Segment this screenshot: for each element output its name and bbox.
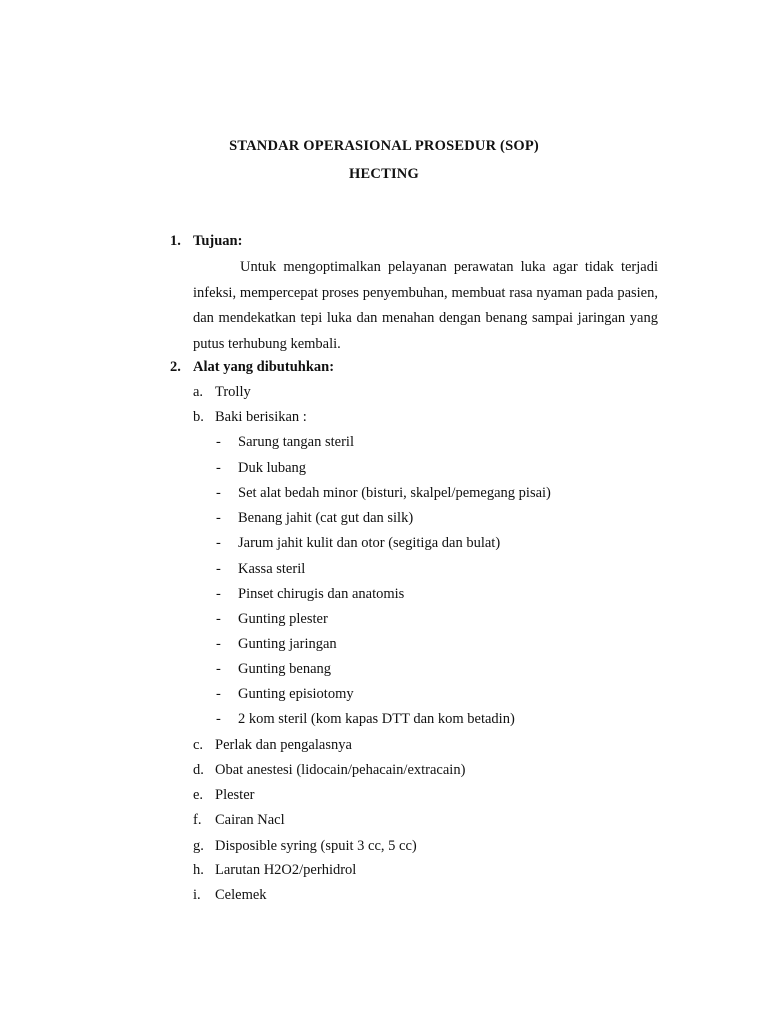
list-item-letter: i.: [193, 887, 201, 903]
sub-item-text: Duk lubang: [238, 460, 307, 476]
list-item-text: Disposible syring (spuit 3 cc, 5 cc): [215, 838, 417, 854]
sub-item-text: Jarum jahit kulit dan otor (segitiga dan bulat): [238, 535, 501, 551]
section-1-heading: Tujuan:: [193, 233, 243, 249]
list-item-text: Trolly: [215, 384, 251, 400]
list-item-letter: a.: [193, 384, 204, 400]
sub-item-dash: -: [216, 711, 221, 727]
sub-item-text: Gunting jaringan: [238, 636, 337, 652]
list-item-text: Celemek: [215, 887, 267, 903]
sub-item-dash: -: [216, 460, 221, 476]
sub-item-text: Kassa steril: [238, 561, 306, 577]
list-item-letter: h.: [193, 862, 204, 878]
section-1-paragraph-text: Untuk mengoptimalkan pelayanan perawatan luka agar tidak terjadi infeksi, mempercepat proses penyembuhan, membuat rasa nyaman pada pasien, dan mendekatkan tepi luka dan menahan dengan benang sampai jaringan yang putus terhubung kembali.: [193, 259, 658, 352]
list-item-letter: e.: [193, 787, 204, 803]
sub-item-dash: -: [216, 686, 221, 702]
list-item-text: Perlak dan pengalasnya: [215, 737, 352, 753]
sub-item-text: Gunting plester: [238, 611, 328, 627]
sub-item-text: Set alat bedah minor (bisturi, skalpel/pemegang pisai): [238, 485, 551, 501]
sub-item-dash: -: [216, 611, 221, 627]
sub-item-text: Pinset chirugis dan anatomis: [238, 586, 405, 602]
list-item-letter: f.: [193, 812, 202, 828]
sub-item-dash: -: [216, 434, 221, 450]
sub-item-dash: -: [216, 586, 221, 602]
list-item-text: Plester: [215, 787, 255, 803]
sub-item-text: Gunting benang: [238, 661, 332, 677]
sub-item-dash: -: [216, 535, 221, 551]
section-2-number: 2.: [170, 359, 181, 375]
list-item-text: Cairan Nacl: [215, 812, 285, 828]
document-subtitle: HECTING: [349, 166, 419, 182]
sub-item-text: Benang jahit (cat gut dan silk): [238, 510, 414, 526]
list-item-letter: c.: [193, 737, 204, 753]
section-1-paragraph: [193, 255, 658, 357]
list-item-letter: b.: [193, 409, 204, 425]
sub-item-text: Sarung tangan steril: [238, 434, 354, 450]
list-item-letter: g.: [193, 838, 204, 854]
list-item-letter: d.: [193, 762, 204, 778]
list-item-text: Obat anestesi (lidocain/pehacain/extracain): [215, 762, 466, 778]
sub-item-text: 2 kom steril (kom kapas DTT dan kom betadin): [238, 711, 515, 727]
list-item-text: Baki berisikan :: [215, 409, 307, 425]
sub-item-text: Gunting episiotomy: [238, 686, 354, 702]
sub-item-dash: -: [216, 510, 221, 526]
sub-item-dash: -: [216, 636, 221, 652]
section-1-number: 1.: [170, 233, 181, 249]
section-2-heading: Alat yang dibutuhkan:: [193, 359, 335, 375]
document-title: STANDAR OPERASIONAL PROSEDUR (SOP): [229, 138, 539, 154]
list-item-text: Larutan H2O2/perhidrol: [215, 862, 357, 878]
sub-item-dash: -: [216, 561, 221, 577]
sub-item-dash: -: [216, 661, 221, 677]
sub-item-dash: -: [216, 485, 221, 501]
